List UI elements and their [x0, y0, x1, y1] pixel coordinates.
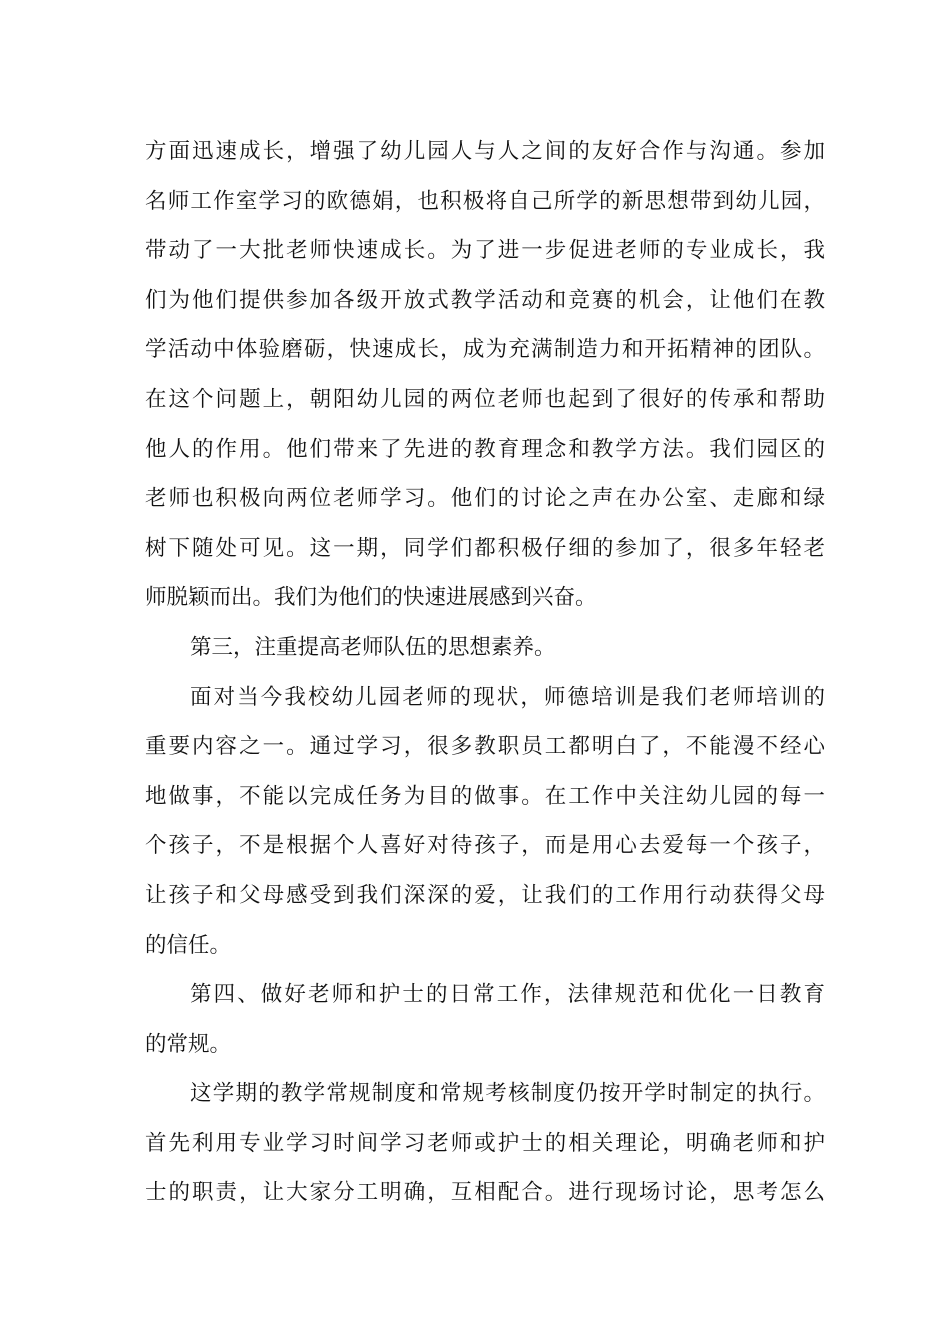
text-line: 首先利用专业学习时间学习老师或护士的相关理论，明确老师和护: [145, 1130, 825, 1156]
text-line: 士的职责，让大家分工明确，互相配合。进行现场讨论，思考怎么: [145, 1180, 825, 1206]
text-line: 第三，注重提高老师队伍的思想素养。: [190, 634, 556, 660]
text-line: 让孩子和父母感受到我们深深的爱，让我们的工作用行动获得父母: [145, 882, 825, 908]
text-line: 师脱颖而出。我们为他们的快速进展感到兴奋。: [145, 585, 597, 611]
text-line: 个孩子，不是根据个人喜好对待孩子，而是用心去爱每一个孩子，: [145, 833, 825, 859]
text-line: 们为他们提供参加各级开放式教学活动和竞赛的机会，让他们在教: [145, 287, 825, 313]
text-line: 重要内容之一。通过学习，很多教职员工都明白了，不能漫不经心: [145, 734, 825, 760]
body-text: [145, 127, 825, 1218]
text-line: 老师也积极向两位老师学习。他们的讨论之声在办公室、走廊和绿: [145, 486, 825, 512]
text-line: 这学期的教学常规制度和常规考核制度仍按开学时制定的执行。: [190, 1081, 825, 1107]
text-line: 树下随处可见。这一期，同学们都积极仔细的参加了，很多年轻老: [145, 535, 825, 561]
text-line: 带动了一大批老师快速成长。为了进一步促进老师的专业成长，我: [145, 238, 825, 264]
text-line: 名师工作室学习的欧德娟，也积极将自己所学的新思想带到幼儿园，: [145, 188, 825, 214]
text-line: 方面迅速成长，增强了幼儿园人与人之间的友好合作与沟通。参加: [145, 139, 825, 164]
text-line: 第四、做好老师和护士的日常工作，法律规范和优化一日教育: [190, 982, 825, 1008]
text-line: 地做事，不能以完成任务为目的做事。在工作中关注幼儿园的每一: [145, 783, 825, 809]
text-line: 他人的作用。他们带来了先进的教育理念和教学方法。我们园区的: [145, 436, 825, 462]
text-line: 在这个问题上，朝阳幼儿园的两位老师也起到了很好的传承和帮助: [145, 386, 825, 412]
text-line: 的常规。: [145, 1031, 232, 1057]
text-line: 的信任。: [145, 932, 232, 958]
text-line: 面对当今我校幼儿园老师的现状，师德培训是我们老师培训的: [190, 684, 825, 710]
text-line: 学活动中体验磨砺，快速成长，成为充满制造力和开拓精神的团队。: [145, 337, 825, 363]
